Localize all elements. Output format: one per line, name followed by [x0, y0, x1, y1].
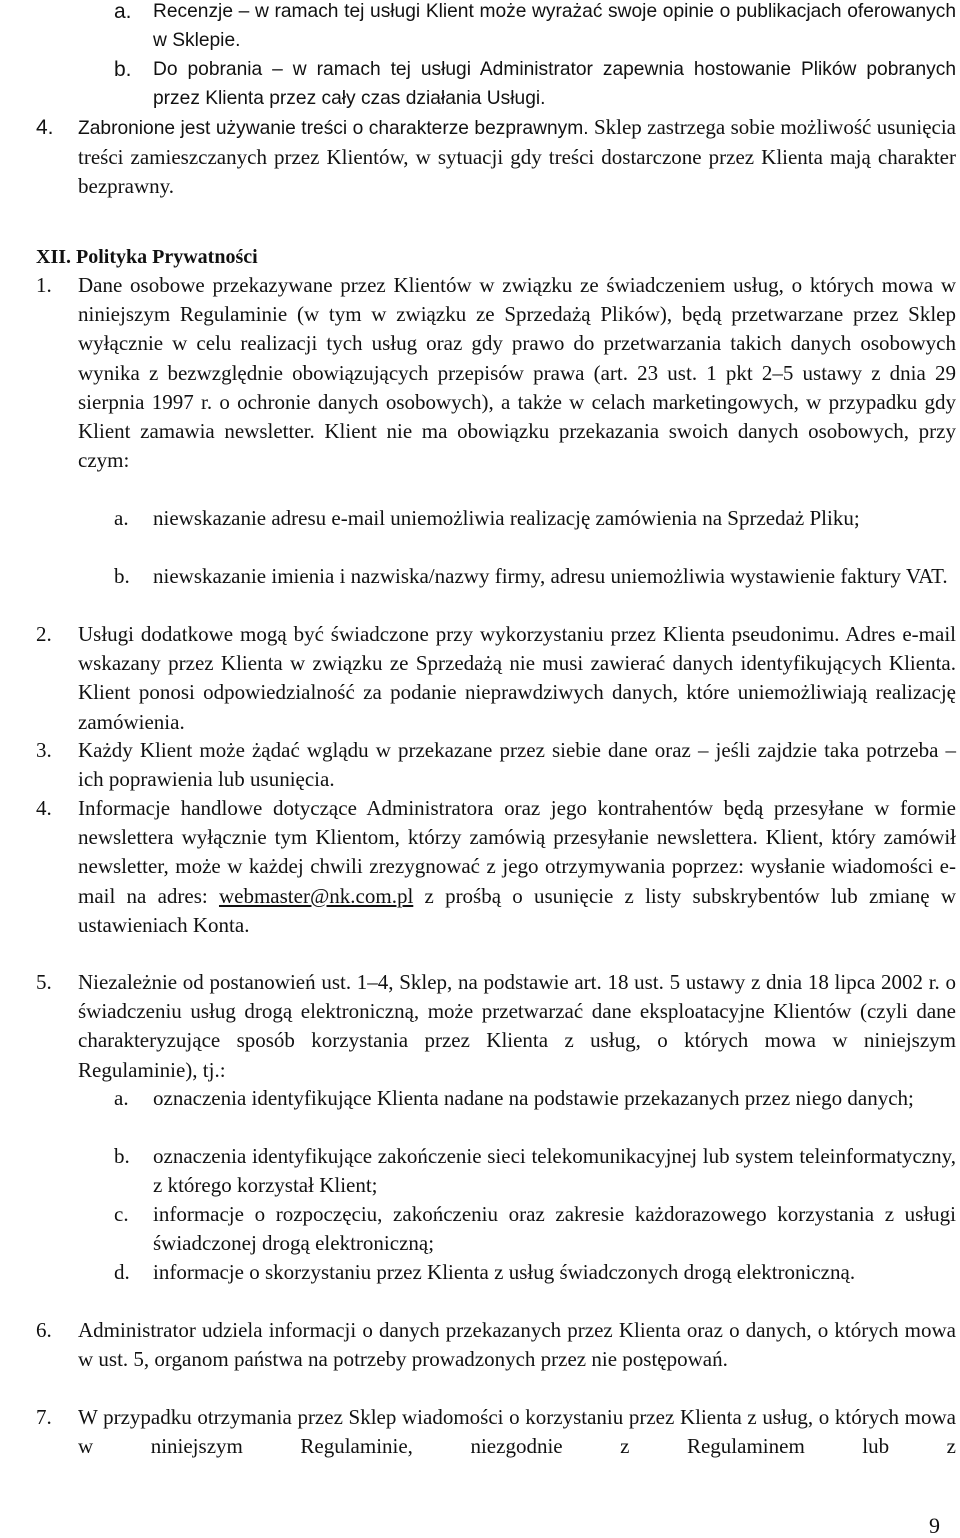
item-marker: b.	[114, 564, 130, 588]
paragraph-6: Administrator udziela informacji o danych przekazanych przez Klienta oraz o danych, o których mowa w ust. 5, organom państwa na potrzeby prowadzonych przez nie postępowań.	[78, 1318, 956, 1372]
item-marker: 1.	[36, 273, 52, 297]
item-marker: 4.	[36, 116, 54, 139]
paragraph-zabronione	[78, 113, 956, 202]
item-marker: 3.	[36, 738, 52, 762]
paragraph-3: Każdy Klient może żądać wglądu w przekazane przez siebie dane oraz – jeśli zajdzie taka potrzeba – ich poprawienia lub usunięcia.	[78, 738, 956, 792]
item-marker: 6.	[36, 1318, 52, 1342]
page-number: 9	[929, 1513, 940, 1538]
item-marker: b.	[114, 58, 132, 81]
item-marker: 2.	[36, 622, 52, 646]
paragraph-4	[78, 794, 956, 940]
item-marker: b.	[114, 1144, 130, 1168]
email-link[interactable]: webmaster@nk.com.pl	[218, 883, 414, 908]
paragraph-2: Usługi dodatkowe mogą być świadczone przy wykorzystaniu przez Klienta pseudonimu. Adres e-mail wskazany przez Klienta w związku ze Sprzedażą nie musi zawierać danych identyfikujących Klienta. Klient ponosi odpowiedzialność za podanie nieprawdziwych danych, które uniemożliwiają realizację zamówienia.	[78, 622, 956, 734]
list-item-5b: oznaczenia identyfikujące zakończenie sieci telekomunikacyjnej lub system teleinformatyczny, z którego korzystał Klient;	[153, 1144, 956, 1198]
paragraph-5: Niezależnie od postanowień ust. 1–4, Sklep, na podstawie art. 18 ust. 5 ustawy z dnia 18 lipca 2002 r. o świadczeniu usług drogą elektroniczną, może przetwarzać dane eksploatacyjne Klientów (czyli dane charakteryzujące sposób korzystania przez Klienta z usług, o których mowa w niniejszym Regulaminie), tj.:	[78, 970, 956, 1082]
paragraph-1: Dane osobowe przekazywane przez Klientów w związku ze świadczeniem usług, o których mowa w niniejszym Regulaminie (w tym w związku ze Sprzedażą Plików), będą przetwarzane przez Sklep wyłącznie w celu realizacji tych usług oraz gdy prawo do przetwarzania takich danych osobowych wynika z bezwzględnie obowiązujących przepisów prawa (art. 23 ust. 1 pkt 2–5 ustawy z dnia 29 sierpnia 1997 r. o ochronie danych osobowych), a także w celach marketingowych, w przypadku gdy Klient zamawia newsletter. Klient nie ma obowiązku przekazania swoich danych osobowych, przy czym:	[78, 273, 956, 473]
item-marker: d.	[114, 1260, 130, 1284]
list-item-1b: niewskazanie imienia i nazwiska/nazwy firmy, adresu uniemożliwia wystawienie faktury VAT.	[153, 564, 948, 588]
paragraph-4-text-before: Informacje handlowe dotyczące Administratora oraz jego kontrahentów będą przesyłane w formie newslettera wyłącznie tym Klientom, którzy zamówią przesyłanie newslettera. Klient, który zamówił newsletter, może w każdej chwili zrezygnować z jego otrzymywania poprzez: wysłanie wiadomości e-mail na adres:	[78, 796, 956, 908]
list-item-1a: niewskazanie adresu e-mail uniemożliwia realizację zamówienia na Sprzedaż Pliku;	[153, 506, 860, 530]
paragraph-serif-part: Sklep zastrzega sobie możliwość usunięcia treści zamieszczanych przez Klientów, w sytuacji gdy treści dostarczone przez Klienta mają charakter bezprawny.	[78, 115, 957, 199]
paragraph-7: W przypadku otrzymania przez Sklep wiadomości o korzystaniu przez Klienta z usług, o których mowa w niniejszym Regulaminie, niezgodnie z Regulaminem lub z	[78, 1405, 956, 1459]
list-item-5a: oznaczenia identyfikujące Klienta nadane na podstawie przekazanych przez niego danych;	[153, 1086, 914, 1110]
item-marker: 7.	[36, 1405, 52, 1429]
item-marker: a.	[114, 0, 132, 23]
item-marker: 4.	[36, 796, 52, 820]
paragraph-sans-part: Zabronione jest używanie treści o charakterze bezprawnym.	[78, 118, 589, 139]
item-marker: 5.	[36, 970, 52, 994]
list-item-recenzje: Recenzje – w ramach tej usługi Klient może wyrażać swoje opinie o publikacjach oferowanych w Sklepie.	[153, 1, 956, 52]
section-heading: XII. Polityka Prywatności	[36, 246, 258, 268]
paragraph-4-text-after: z prośbą o usunięcie z listy subskrybentów lub zmianę w ustawieniach Konta.	[78, 883, 956, 937]
item-marker: c.	[114, 1202, 129, 1226]
item-marker: a.	[114, 506, 129, 530]
list-item-5d: informacje o skorzystaniu przez Klienta z usług świadczonych drogą elektroniczną.	[153, 1260, 856, 1284]
list-item-do-pobrania: Do pobrania – w ramach tej usługi Administrator zapewnia hostowanie Plików pobranych przez Klienta przez cały czas działania Usługi.	[153, 59, 956, 110]
item-marker: a.	[114, 1086, 129, 1110]
list-item-5c: informacje o rozpoczęciu, zakończeniu oraz zakresie każdorazowego korzystania z usługi świadczonej drogą elektroniczną;	[153, 1202, 956, 1256]
